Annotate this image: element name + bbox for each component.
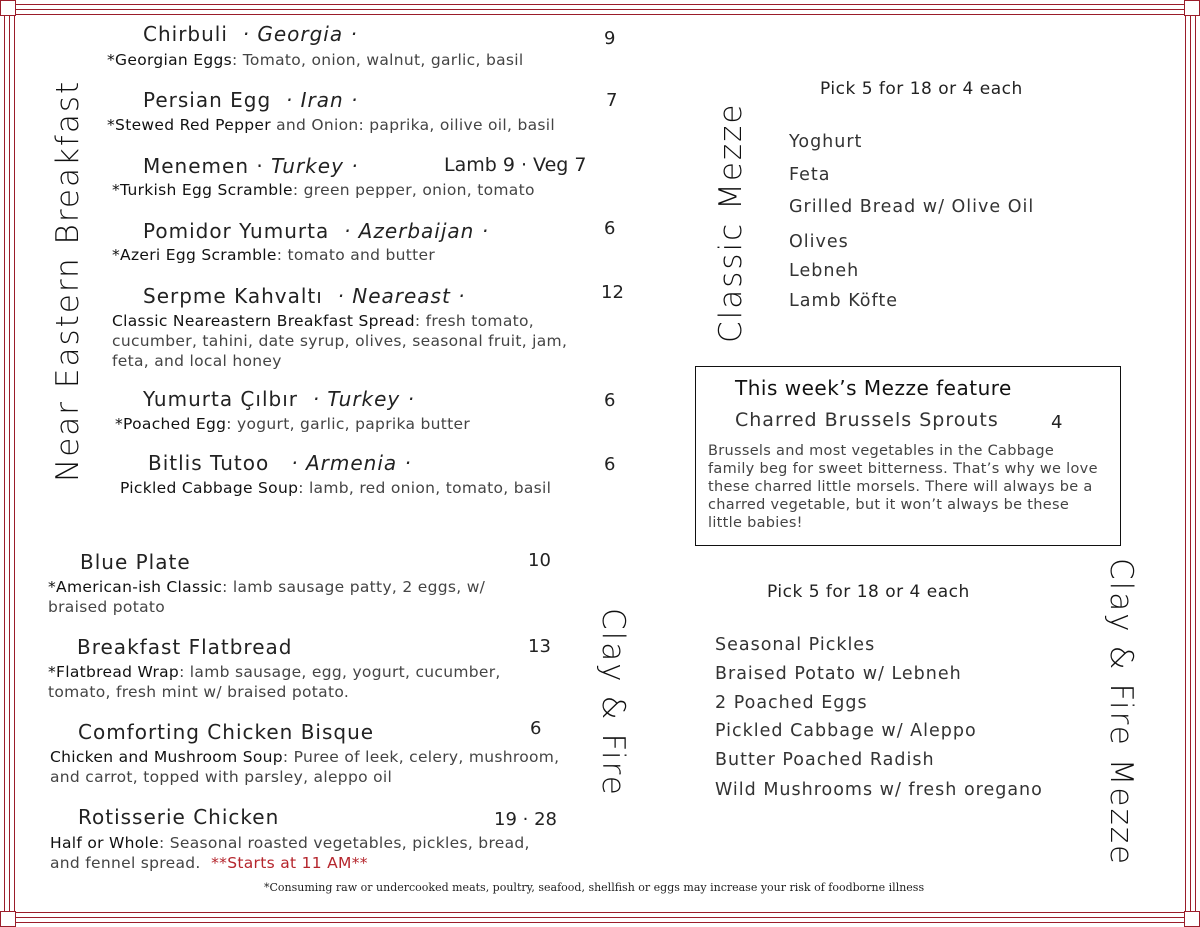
menu-item-name: Serpme Kahvaltı · Neareast ·: [143, 284, 466, 308]
section-title-clay-fire: Clay & Fire: [595, 608, 631, 797]
menu-item-description: *Azeri Egg Scramble: tomato and butter: [112, 246, 436, 264]
corner-ornament: [0, 0, 16, 16]
menu-item-country: · Turkey ·: [312, 387, 415, 411]
menu-item-price: 10: [528, 550, 551, 571]
mezze-item: Braised Potato w/ Lebneh: [715, 664, 962, 684]
corner-ornament: [1184, 0, 1200, 16]
menu-item-description: Classic Neareastern Breakfast Spread: fresh tomato, cucumber, tahini, date syrup, olives, seasonal fruit, jam, feta, and local honey: [112, 312, 568, 370]
menu-item-price: 19 · 28: [494, 809, 557, 830]
mezze-item: Butter Poached Radish: [715, 750, 935, 770]
mezze-item: Olives: [789, 232, 849, 252]
mezze-item: Seasonal Pickles: [715, 635, 876, 655]
feature-heading: This week’s Mezze feature: [735, 376, 1012, 400]
menu-item-description: Chicken and Mushroom Soup: Puree of leek, celery, mushroom, and carrot, topped with parsley, aleppo oil: [50, 748, 560, 786]
menu-item-country: · Neareast ·: [337, 284, 466, 308]
menu-item-price: 9: [604, 28, 616, 49]
menu-item-name: Pomidor Yumurta · Azerbaijan ·: [143, 219, 490, 243]
menu-item-price: 13: [528, 636, 551, 657]
menu-item-description: *Turkish Egg Scramble: green pepper, onion, tomato: [112, 181, 535, 199]
menu-item-name: Persian Egg · Iran ·: [143, 88, 359, 112]
menu-item-country: · Georgia ·: [242, 22, 358, 46]
menu-item-description: *Poached Egg: yogurt, garlic, paprika butter: [115, 415, 471, 433]
mezze-item: Yoghurt: [789, 132, 863, 152]
menu-item-name: Yumurta Çılbır · Turkey ·: [143, 387, 415, 411]
mezze-item: Lebneh: [789, 261, 860, 281]
menu-item-country: Turkey ·: [271, 154, 359, 178]
menu-item-description: Pickled Cabbage Soup: lamb, red onion, tomato, basil: [120, 479, 552, 497]
menu-item-description: *Flatbread Wrap: lamb sausage, egg, yogurt, cucumber, tomato, fresh mint w/ braised potato.: [48, 663, 501, 701]
menu-item-name: Blue Plate: [80, 550, 191, 574]
mezze-item: 2 Poached Eggs: [715, 693, 868, 713]
menu-item-description: *American-ish Classic: lamb sausage patty, 2 eggs, w/ braised potato: [48, 578, 486, 616]
feature-description: Brussels and most vegetables in the Cabbage family beg for sweet bitterness. That’s why we love these charred little morsels. There will always be a charred vegetable, but it won’t always be these little babies!: [708, 443, 1098, 531]
section-title-clay-fire-mezze: Clay & Fire Mezze: [1103, 558, 1139, 867]
menu-item-name: Rotisserie Chicken: [78, 805, 280, 829]
menu-item-price: 6: [604, 454, 616, 475]
menu-item-country: · Azerbaijan ·: [343, 219, 490, 243]
rotisserie-start-note: **Starts at 11 AM**: [211, 854, 368, 872]
menu-item-name: Chirbuli · Georgia ·: [143, 22, 358, 46]
menu-item-country: · Iran ·: [285, 88, 359, 112]
menu-item-name: Menemen · Turkey ·: [143, 154, 359, 178]
menu-item-name: Breakfast Flatbread: [77, 635, 293, 659]
section-title-breakfast: Near Eastern Breakfast: [50, 79, 86, 482]
mezze-feature-box: [695, 366, 1121, 546]
mezze-item: Wild Mushrooms w/ fresh oregano: [715, 780, 1043, 800]
corner-ornament: [1184, 911, 1200, 927]
feature-item-name: Charred Brussels Sprouts: [735, 409, 999, 431]
menu-item-country: · Armenia ·: [291, 451, 412, 475]
menu-item-price: 12: [601, 282, 624, 303]
menu-item-description: *Stewed Red Pepper and Onion: paprika, oilive oil, basil: [107, 116, 556, 134]
section-title-classic-mezze: Classic Mezze: [713, 102, 749, 343]
menu-item-description: *Georgian Eggs: Tomato, onion, walnut, garlic, basil: [107, 51, 524, 69]
feature-item-price: 4: [1051, 412, 1063, 433]
menu-item-price: Lamb 9 · Veg 7: [444, 154, 587, 176]
menu-item-name: Comforting Chicken Bisque: [78, 720, 375, 744]
mezze-item: Lamb Köfte: [789, 291, 898, 311]
mezze-pick-pricing: Pick 5 for 18 or 4 each: [820, 79, 1023, 99]
menu-item-description: Half or Whole: Seasonal roasted vegetables, pickles, bread, and fennel spread. **Starts at 11 AM**: [50, 834, 530, 872]
mezze-pick-pricing: Pick 5 for 18 or 4 each: [767, 582, 970, 602]
menu-item-price: 6: [604, 218, 616, 239]
corner-ornament: [0, 911, 16, 927]
mezze-item: Feta: [789, 165, 831, 185]
mezze-item: Grilled Bread w/ Olive Oil: [789, 197, 1035, 217]
mezze-item: Pickled Cabbage w/ Aleppo: [715, 721, 977, 741]
menu-item-price: 6: [530, 718, 542, 739]
menu-item-name: Bitlis Tutoo · Armenia ·: [148, 451, 412, 475]
food-safety-disclaimer: *Consuming raw or undercooked meats, poultry, seafood, shellfish or eggs may increase your risk of foodborne illness: [264, 881, 925, 894]
menu-item-price: 7: [606, 90, 618, 111]
menu-item-price: 6: [604, 390, 616, 411]
